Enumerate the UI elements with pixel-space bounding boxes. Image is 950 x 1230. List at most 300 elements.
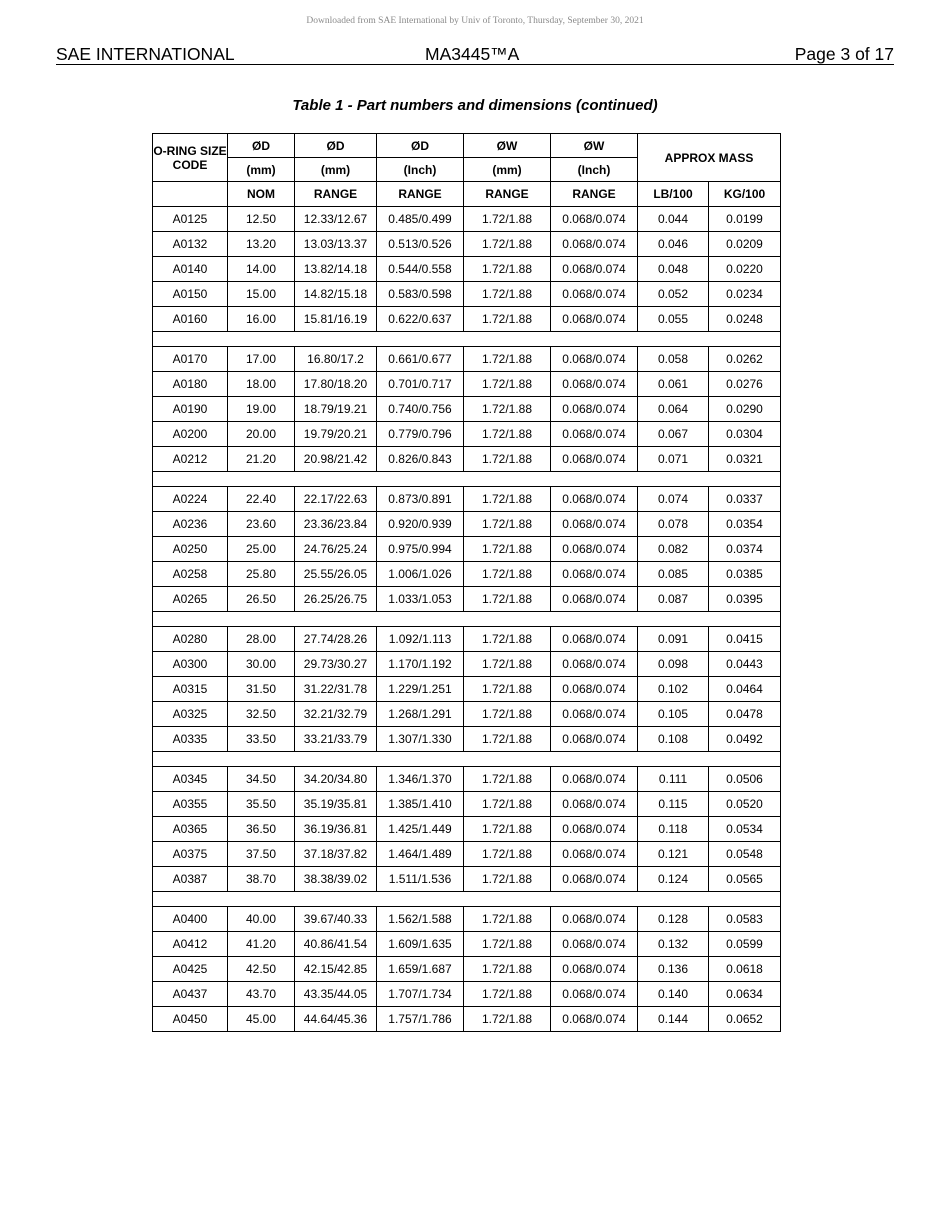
d-inch-range-cell: 0.826/0.843 [377,447,464,472]
mass-lb-cell: 0.108 [638,727,709,752]
mass-kg-cell: 0.0290 [709,397,781,422]
table-row [153,282,781,307]
mass-lb-cell: 0.111 [638,767,709,792]
d-nom-cell: 45.00 [228,1007,295,1032]
table-row [153,372,781,397]
d-mm-range-cell: 23.36/23.84 [295,512,377,537]
mass-kg-cell: 0.0443 [709,652,781,677]
w-mm-range-cell: 1.72/1.88 [464,447,551,472]
w-mm-range-cell: 1.72/1.88 [464,487,551,512]
mass-kg-cell: 0.0415 [709,627,781,652]
mass-lb-cell: 0.115 [638,792,709,817]
d-inch-range-cell: 1.757/1.786 [377,1007,464,1032]
mass-lb-cell: 0.132 [638,932,709,957]
w-inch-range-cell: 0.068/0.074 [551,652,638,677]
mass-lb-cell: 0.048 [638,257,709,282]
d-inch-range-cell: 1.707/1.734 [377,982,464,1007]
col-header-w-mm-sub: RANGE [464,182,551,207]
d-mm-range-cell: 19.79/20.21 [295,422,377,447]
col-header-d-nom-symbol: ØD [228,134,295,158]
mass-kg-cell: 0.0395 [709,587,781,612]
d-inch-range-cell: 1.268/1.291 [377,702,464,727]
d-mm-range-cell: 18.79/19.21 [295,397,377,422]
d-mm-range-cell: 13.82/14.18 [295,257,377,282]
d-nom-cell: 16.00 [228,307,295,332]
mass-lb-cell: 0.087 [638,587,709,612]
table-row [153,512,781,537]
mass-kg-cell: 0.0199 [709,207,781,232]
size-code-cell: A0450 [153,1007,228,1032]
d-nom-cell: 42.50 [228,957,295,982]
mass-kg-cell: 0.0464 [709,677,781,702]
mass-kg-cell: 0.0337 [709,487,781,512]
size-code-cell: A0224 [153,487,228,512]
d-inch-range-cell: 1.006/1.026 [377,562,464,587]
d-nom-cell: 43.70 [228,982,295,1007]
w-inch-range-cell: 0.068/0.074 [551,372,638,397]
w-mm-range-cell: 1.72/1.88 [464,677,551,702]
mass-lb-cell: 0.091 [638,627,709,652]
mass-lb-cell: 0.105 [638,702,709,727]
col-header-d-inch-sub: RANGE [377,182,464,207]
table-caption: Table 1 - Part numbers and dimensions (continued) [292,97,658,114]
mass-lb-cell: 0.061 [638,372,709,397]
d-nom-cell: 40.00 [228,907,295,932]
table-row [153,307,781,332]
size-code-cell: A0200 [153,422,228,447]
w-mm-range-cell: 1.72/1.88 [464,537,551,562]
w-inch-range-cell: 0.068/0.074 [551,232,638,257]
col-header-w-mm-symbol: ØW [464,134,551,158]
mass-lb-cell: 0.078 [638,512,709,537]
size-code-cell: A0258 [153,562,228,587]
mass-kg-cell: 0.0276 [709,372,781,397]
d-inch-range-cell: 0.485/0.499 [377,207,464,232]
d-inch-range-cell: 1.170/1.192 [377,652,464,677]
mass-lb-cell: 0.136 [638,957,709,982]
mass-kg-cell: 0.0634 [709,982,781,1007]
w-mm-range-cell: 1.72/1.88 [464,932,551,957]
table-row [153,842,781,867]
col-header-d-nom-sub: NOM [228,182,295,207]
d-nom-cell: 26.50 [228,587,295,612]
d-mm-range-cell: 24.76/25.24 [295,537,377,562]
w-inch-range-cell: 0.068/0.074 [551,982,638,1007]
mass-kg-cell: 0.0234 [709,282,781,307]
col-header-mass-kg: KG/100 [709,182,781,207]
size-code-cell: A0180 [153,372,228,397]
w-inch-range-cell: 0.068/0.074 [551,512,638,537]
size-code-cell: A0315 [153,677,228,702]
w-mm-range-cell: 1.72/1.88 [464,727,551,752]
w-mm-range-cell: 1.72/1.88 [464,702,551,727]
w-mm-range-cell: 1.72/1.88 [464,982,551,1007]
mass-kg-cell: 0.0618 [709,957,781,982]
size-code-cell: A0355 [153,792,228,817]
size-code-cell: A0190 [153,397,228,422]
mass-lb-cell: 0.118 [638,817,709,842]
d-mm-range-cell: 33.21/33.79 [295,727,377,752]
w-inch-range-cell: 0.068/0.074 [551,282,638,307]
mass-kg-cell: 0.0652 [709,1007,781,1032]
mass-lb-cell: 0.064 [638,397,709,422]
d-nom-cell: 31.50 [228,677,295,702]
table-row [153,347,781,372]
table-row [153,677,781,702]
d-nom-cell: 19.00 [228,397,295,422]
d-inch-range-cell: 1.659/1.687 [377,957,464,982]
col-header-d-nom-unit: (mm) [228,158,295,182]
mass-lb-cell: 0.102 [638,677,709,702]
group-separator-cell [153,752,781,767]
table-row [153,562,781,587]
col-header-d-inch-unit: (Inch) [377,158,464,182]
d-nom-cell: 41.20 [228,932,295,957]
col-header-size-code: O-RING SIZE CODE [153,134,228,182]
group-separator-row [153,612,781,627]
table-row [153,982,781,1007]
w-inch-range-cell: 0.068/0.074 [551,767,638,792]
mass-lb-cell: 0.058 [638,347,709,372]
mass-kg-cell: 0.0534 [709,817,781,842]
d-nom-cell: 18.00 [228,372,295,397]
table-row [153,767,781,792]
w-inch-range-cell: 0.068/0.074 [551,257,638,282]
d-inch-range-cell: 1.425/1.449 [377,817,464,842]
w-inch-range-cell: 0.068/0.074 [551,562,638,587]
d-mm-range-cell: 35.19/35.81 [295,792,377,817]
d-inch-range-cell: 1.307/1.330 [377,727,464,752]
mass-kg-cell: 0.0374 [709,537,781,562]
size-code-cell: A0280 [153,627,228,652]
size-code-cell: A0425 [153,957,228,982]
w-inch-range-cell: 0.068/0.074 [551,487,638,512]
col-header-d-inch-symbol: ØD [377,134,464,158]
table-row [153,817,781,842]
w-mm-range-cell: 1.72/1.88 [464,767,551,792]
size-code-cell: A0170 [153,347,228,372]
w-mm-range-cell: 1.72/1.88 [464,372,551,397]
d-inch-range-cell: 1.092/1.113 [377,627,464,652]
w-inch-range-cell: 0.068/0.074 [551,817,638,842]
d-mm-range-cell: 39.67/40.33 [295,907,377,932]
table-row [153,537,781,562]
d-inch-range-cell: 1.511/1.536 [377,867,464,892]
col-header-w-mm-unit: (mm) [464,158,551,182]
table-row [153,627,781,652]
w-inch-range-cell: 0.068/0.074 [551,792,638,817]
mass-lb-cell: 0.144 [638,1007,709,1032]
d-mm-range-cell: 37.18/37.82 [295,842,377,867]
mass-lb-cell: 0.121 [638,842,709,867]
size-code-cell: A0345 [153,767,228,792]
d-mm-range-cell: 16.80/17.2 [295,347,377,372]
mass-kg-cell: 0.0385 [709,562,781,587]
d-nom-cell: 22.40 [228,487,295,512]
w-inch-range-cell: 0.068/0.074 [551,587,638,612]
d-mm-range-cell: 29.73/30.27 [295,652,377,677]
mass-lb-cell: 0.140 [638,982,709,1007]
d-mm-range-cell: 22.17/22.63 [295,487,377,512]
page-number: Page 3 of 17 [794,44,894,64]
d-inch-range-cell: 1.346/1.370 [377,767,464,792]
d-inch-range-cell: 1.609/1.635 [377,932,464,957]
size-code-cell: A0300 [153,652,228,677]
d-mm-range-cell: 20.98/21.42 [295,447,377,472]
d-nom-cell: 30.00 [228,652,295,677]
d-nom-cell: 15.00 [228,282,295,307]
mass-kg-cell: 0.0565 [709,867,781,892]
w-mm-range-cell: 1.72/1.88 [464,842,551,867]
w-inch-range-cell: 0.068/0.074 [551,867,638,892]
d-nom-cell: 12.50 [228,207,295,232]
w-mm-range-cell: 1.72/1.88 [464,957,551,982]
table-header [153,134,781,207]
table-row [153,957,781,982]
d-inch-range-cell: 0.513/0.526 [377,232,464,257]
w-mm-range-cell: 1.72/1.88 [464,627,551,652]
d-nom-cell: 25.80 [228,562,295,587]
d-inch-range-cell: 1.562/1.588 [377,907,464,932]
d-mm-range-cell: 26.25/26.75 [295,587,377,612]
w-mm-range-cell: 1.72/1.88 [464,652,551,677]
size-code-cell: A0400 [153,907,228,932]
d-inch-range-cell: 1.033/1.053 [377,587,464,612]
d-inch-range-cell: 0.920/0.939 [377,512,464,537]
col-header-d-mm-symbol: ØD [295,134,377,158]
w-inch-range-cell: 0.068/0.074 [551,537,638,562]
w-inch-range-cell: 0.068/0.074 [551,677,638,702]
mass-kg-cell: 0.0548 [709,842,781,867]
d-inch-range-cell: 0.661/0.677 [377,347,464,372]
document-number: MA3445™A [425,44,520,64]
d-nom-cell: 38.70 [228,867,295,892]
download-watermark: Downloaded from SAE International by Univ of Toronto, Thursday, September 30, 2021 [306,16,644,26]
w-mm-range-cell: 1.72/1.88 [464,512,551,537]
table-row [153,207,781,232]
d-mm-range-cell: 38.38/39.02 [295,867,377,892]
size-code-cell: A0160 [153,307,228,332]
d-nom-cell: 14.00 [228,257,295,282]
d-nom-cell: 32.50 [228,702,295,727]
d-mm-range-cell: 32.21/32.79 [295,702,377,727]
mass-kg-cell: 0.0220 [709,257,781,282]
mass-lb-cell: 0.055 [638,307,709,332]
w-mm-range-cell: 1.72/1.88 [464,867,551,892]
group-separator-row [153,752,781,767]
mass-kg-cell: 0.0478 [709,702,781,727]
col-header-mass-lb: LB/100 [638,182,709,207]
d-nom-cell: 35.50 [228,792,295,817]
d-nom-cell: 37.50 [228,842,295,867]
w-inch-range-cell: 0.068/0.074 [551,447,638,472]
w-mm-range-cell: 1.72/1.88 [464,282,551,307]
table-row [153,232,781,257]
table-row [153,702,781,727]
mass-kg-cell: 0.0506 [709,767,781,792]
d-inch-range-cell: 0.701/0.717 [377,372,464,397]
w-mm-range-cell: 1.72/1.88 [464,422,551,447]
w-inch-range-cell: 0.068/0.074 [551,1007,638,1032]
size-code-cell: A0375 [153,842,228,867]
w-inch-range-cell: 0.068/0.074 [551,907,638,932]
size-code-cell: A0250 [153,537,228,562]
w-inch-range-cell: 0.068/0.074 [551,702,638,727]
table-row [153,867,781,892]
d-inch-range-cell: 1.229/1.251 [377,677,464,702]
mass-lb-cell: 0.044 [638,207,709,232]
d-mm-range-cell: 44.64/45.36 [295,1007,377,1032]
d-nom-cell: 13.20 [228,232,295,257]
mass-lb-cell: 0.071 [638,447,709,472]
d-inch-range-cell: 0.622/0.637 [377,307,464,332]
w-mm-range-cell: 1.72/1.88 [464,562,551,587]
mass-kg-cell: 0.0354 [709,512,781,537]
col-header-code-blank [153,182,228,207]
d-mm-range-cell: 17.80/18.20 [295,372,377,397]
w-inch-range-cell: 0.068/0.074 [551,397,638,422]
size-code-cell: A0412 [153,932,228,957]
table-row [153,792,781,817]
w-inch-range-cell: 0.068/0.074 [551,207,638,232]
mass-lb-cell: 0.128 [638,907,709,932]
table-row [153,1007,781,1032]
col-header-d-mm-unit: (mm) [295,158,377,182]
table-row [153,652,781,677]
table-row [153,907,781,932]
d-inch-range-cell: 1.464/1.489 [377,842,464,867]
size-code-cell: A0132 [153,232,228,257]
group-separator-row [153,892,781,907]
mass-kg-cell: 0.0304 [709,422,781,447]
table-row [153,587,781,612]
mass-kg-cell: 0.0492 [709,727,781,752]
mass-lb-cell: 0.085 [638,562,709,587]
w-mm-range-cell: 1.72/1.88 [464,257,551,282]
mass-lb-cell: 0.074 [638,487,709,512]
group-separator-row [153,472,781,487]
col-header-w-inch-symbol: ØW [551,134,638,158]
d-mm-range-cell: 43.35/44.05 [295,982,377,1007]
d-inch-range-cell: 1.385/1.410 [377,792,464,817]
w-mm-range-cell: 1.72/1.88 [464,1007,551,1032]
size-code-cell: A0365 [153,817,228,842]
d-mm-range-cell: 27.74/28.26 [295,627,377,652]
table-row [153,257,781,282]
mass-lb-cell: 0.124 [638,867,709,892]
w-inch-range-cell: 0.068/0.074 [551,422,638,447]
size-code-cell: A0150 [153,282,228,307]
d-nom-cell: 25.00 [228,537,295,562]
d-mm-range-cell: 25.55/26.05 [295,562,377,587]
w-mm-range-cell: 1.72/1.88 [464,587,551,612]
table-row [153,932,781,957]
w-mm-range-cell: 1.72/1.88 [464,232,551,257]
w-inch-range-cell: 0.068/0.074 [551,727,638,752]
col-header-w-inch-sub: RANGE [551,182,638,207]
w-inch-range-cell: 0.068/0.074 [551,842,638,867]
d-nom-cell: 20.00 [228,422,295,447]
mass-kg-cell: 0.0209 [709,232,781,257]
d-inch-range-cell: 0.740/0.756 [377,397,464,422]
d-mm-range-cell: 31.22/31.78 [295,677,377,702]
size-code-cell: A0387 [153,867,228,892]
d-nom-cell: 36.50 [228,817,295,842]
table-row [153,422,781,447]
mass-kg-cell: 0.0248 [709,307,781,332]
w-mm-range-cell: 1.72/1.88 [464,907,551,932]
col-header-approx-mass: APPROX MASS [638,134,781,182]
group-separator-cell [153,892,781,907]
publisher-name: SAE INTERNATIONAL [56,44,235,64]
size-code-cell: A0140 [153,257,228,282]
d-nom-cell: 33.50 [228,727,295,752]
w-mm-range-cell: 1.72/1.88 [464,817,551,842]
mass-lb-cell: 0.046 [638,232,709,257]
part-dimensions-table [152,133,781,1032]
table-row [153,487,781,512]
d-mm-range-cell: 42.15/42.85 [295,957,377,982]
d-nom-cell: 21.20 [228,447,295,472]
group-separator-cell [153,472,781,487]
d-mm-range-cell: 15.81/16.19 [295,307,377,332]
size-code-cell: A0265 [153,587,228,612]
d-inch-range-cell: 0.873/0.891 [377,487,464,512]
mass-kg-cell: 0.0262 [709,347,781,372]
mass-kg-cell: 0.0520 [709,792,781,817]
mass-kg-cell: 0.0599 [709,932,781,957]
d-mm-range-cell: 34.20/34.80 [295,767,377,792]
mass-lb-cell: 0.082 [638,537,709,562]
mass-lb-cell: 0.052 [638,282,709,307]
size-code-cell: A0335 [153,727,228,752]
w-inch-range-cell: 0.068/0.074 [551,347,638,372]
d-nom-cell: 28.00 [228,627,295,652]
size-code-cell: A0125 [153,207,228,232]
table-row [153,447,781,472]
w-mm-range-cell: 1.72/1.88 [464,347,551,372]
d-mm-range-cell: 36.19/36.81 [295,817,377,842]
mass-kg-cell: 0.0583 [709,907,781,932]
mass-lb-cell: 0.067 [638,422,709,447]
d-inch-range-cell: 0.975/0.994 [377,537,464,562]
w-inch-range-cell: 0.068/0.074 [551,627,638,652]
group-separator-cell [153,332,781,347]
d-inch-range-cell: 0.544/0.558 [377,257,464,282]
d-nom-cell: 34.50 [228,767,295,792]
mass-kg-cell: 0.0321 [709,447,781,472]
size-code-cell: A0325 [153,702,228,727]
d-inch-range-cell: 0.779/0.796 [377,422,464,447]
w-inch-range-cell: 0.068/0.074 [551,932,638,957]
col-header-d-mm-sub: RANGE [295,182,377,207]
d-nom-cell: 17.00 [228,347,295,372]
group-separator-row [153,332,781,347]
w-mm-range-cell: 1.72/1.88 [464,792,551,817]
table-row [153,397,781,422]
w-mm-range-cell: 1.72/1.88 [464,307,551,332]
d-mm-range-cell: 13.03/13.37 [295,232,377,257]
w-mm-range-cell: 1.72/1.88 [464,397,551,422]
size-code-cell: A0437 [153,982,228,1007]
page-header [56,44,894,65]
group-separator-cell [153,612,781,627]
d-inch-range-cell: 0.583/0.598 [377,282,464,307]
table-row [153,727,781,752]
mass-lb-cell: 0.098 [638,652,709,677]
d-mm-range-cell: 14.82/15.18 [295,282,377,307]
table-body [153,207,781,1032]
